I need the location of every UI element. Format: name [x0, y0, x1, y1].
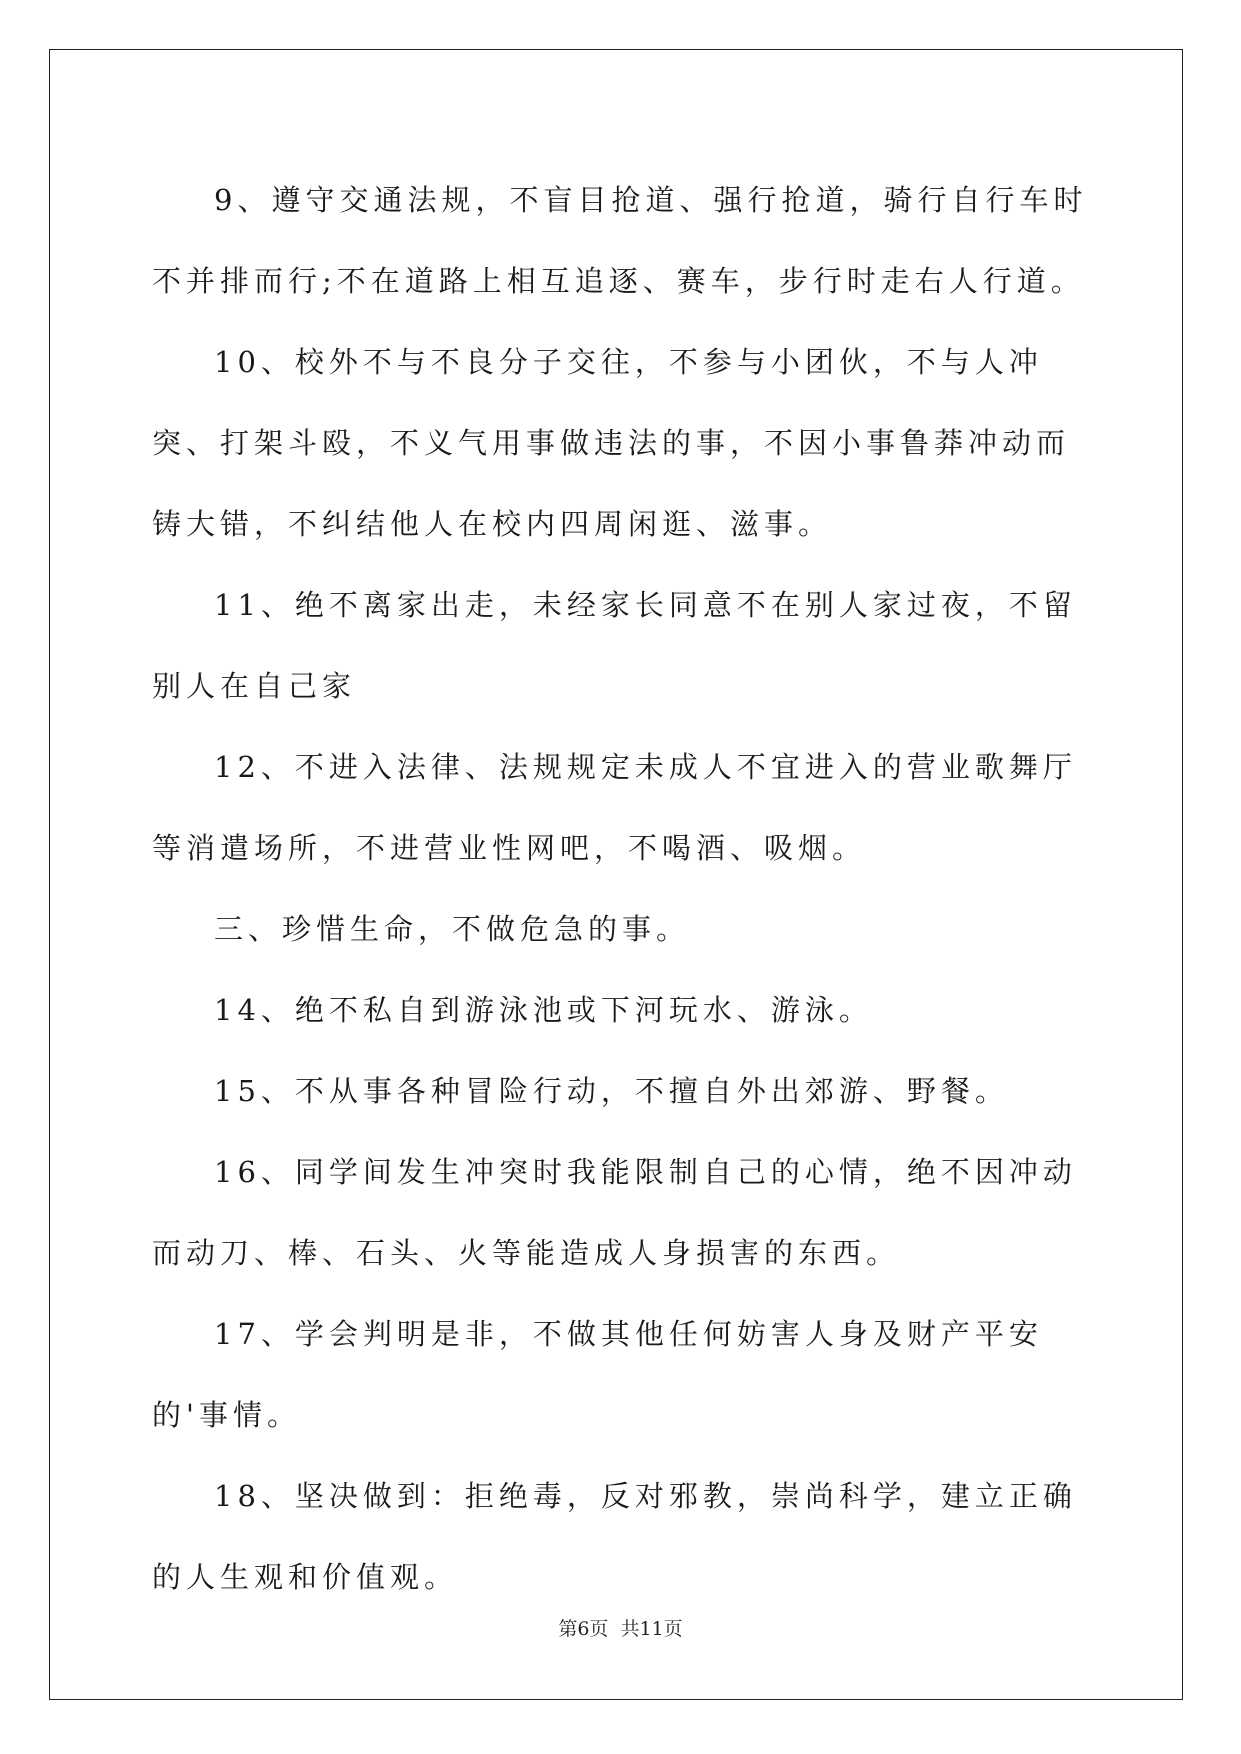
paragraph-item-18: 18、坚决做到：拒绝毒，反对邪教，崇尚科学，建立正确的人生观和价值观。 — [152, 1479, 1077, 1594]
paragraph-item-12: 12、不进入法律、法规规定未成人不宜进入的营业歌舞厅等消遣场所，不进营业性网吧，不喝酒、吸烟。 — [152, 750, 1077, 865]
document-body — [152, 160, 1088, 1618]
page-number: 第6页 — [558, 1618, 609, 1640]
page-total: 共11页 — [620, 1618, 683, 1640]
page-footer — [0, 1614, 1241, 1641]
paragraph-item-11: 11、绝不离家出走，未经家长同意不在别人家过夜，不留别人在自己家 — [152, 588, 1077, 703]
paragraph-item-15: 15、不从事各种冒险行动，不擅自外出郊游、野餐。 — [214, 1074, 1009, 1108]
section-heading-3: 三、珍惜生命，不做危急的事。 — [214, 912, 691, 946]
paragraph-item-10: 10、校外不与不良分子交往，不参与小团伙，不与人冲突、打架斗殴，不义气用事做违法的事，不因小事鲁莽冲动而铸大错，不纠结他人在校内四周闲逛、滋事。 — [152, 345, 1071, 541]
paragraph-item-9: 9、遵守交通法规，不盲目抢道、强行抢道，骑行自行车时不并排而行;不在道路上相互追逐、赛车，步行时走右人行道。 — [152, 183, 1088, 298]
paragraph-item-14: 14、绝不私自到游泳池或下河玩水、游泳。 — [214, 993, 873, 1027]
paragraph-item-17: 17、学会判明是非，不做其他任何妨害人身及财产平安的'事情。 — [152, 1317, 1043, 1432]
paragraph-item-16: 16、同学间发生冲突时我能限制自己的心情，绝不因冲动而动刀、棒、石头、火等能造成人身损害的东西。 — [152, 1155, 1077, 1270]
